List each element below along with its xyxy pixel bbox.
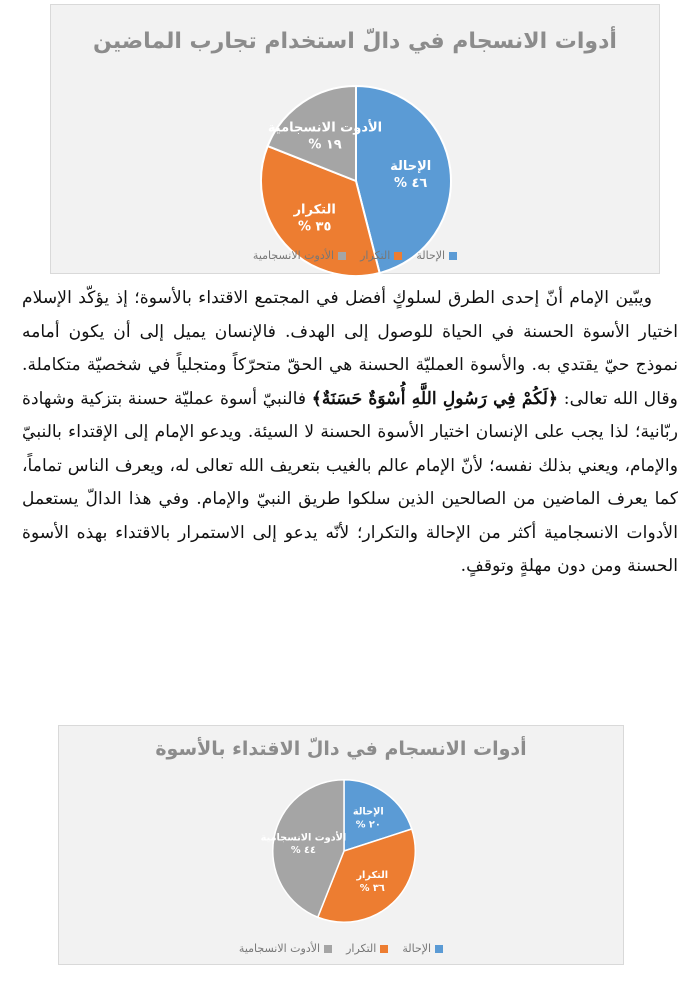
chart-title: أدوات الانسجام في دالّ استخدام تجارب الماضين: [93, 29, 617, 54]
chart-legend: [51, 249, 659, 262]
paragraph-part: فالنبيّ أسوة عمليّة حسنة بتزكية وشهادة ربّانية؛ لذا يجب على الإنسان اختيار الأسوة الحسنة لا السيئة. ويدعو الإمام إلى الإقتداء بالنبيّ والإمام، ويعني بذلك نفسه؛ لأنّ الإمام عالم بالغيب بتعريف الله تعالى له، ويعرف الناس تماماً، كما يعرف الماضين من الصالحين الذين سلكوا طريق النبيّ والإمام. وفي هذا الدالّ يستعمل الأدوات الانسجامية أكثر من الإحالة والتكرار؛ لأنّه يدعو إلى الاستمرار بالاقتداء بهذه الأسوة الحسنة ومن دون مهلةٍ وتوقفٍ.: [22, 388, 678, 576]
slice-value-label: ١٩ %: [308, 137, 342, 153]
legend-swatch-adawat: [338, 252, 346, 260]
legend-item-tikrar: [360, 249, 402, 262]
legend-swatch-tikrar: [380, 945, 388, 953]
pie-chart-past-experiences: [50, 4, 660, 274]
legend-label: الإحالة: [416, 249, 446, 262]
legend-label: الأدوت الانسجامية: [238, 942, 321, 955]
chart-legend: [59, 942, 623, 955]
legend-item-tikrar: [346, 942, 388, 955]
chart-title: أدوات الانسجام في دالّ الاقتداء بالأسوة: [155, 738, 527, 760]
legend-label: الإحالة: [402, 942, 432, 955]
legend-swatch-ihala: [449, 252, 457, 260]
slice-category-label: الإحالة: [352, 806, 384, 818]
slice-category-label: التكرار: [293, 202, 336, 218]
paragraph: [22, 282, 678, 584]
slice-category-label: الأدوت الانسجامية: [260, 832, 347, 844]
legend-item-adawat: [239, 942, 332, 955]
legend-label: التكرار: [346, 942, 377, 955]
slice-category-label: الإحالة: [390, 159, 432, 175]
legend-label: التكرار: [360, 249, 391, 262]
slice-value-label: ٤٦ %: [393, 176, 428, 192]
slice-value-label: ٣٥ %: [297, 219, 332, 235]
pie-chart-following-example: [58, 725, 624, 965]
slice-category-label: التكرار: [356, 870, 389, 882]
legend-item-ihala: [416, 249, 457, 262]
legend-item-adawat: [253, 249, 346, 262]
legend-swatch-tikrar: [394, 252, 402, 260]
legend-swatch-adawat: [324, 945, 332, 953]
slice-value-label: ٤٤ %: [290, 845, 316, 857]
legend-swatch-ihala: [435, 945, 443, 953]
legend-item-ihala: [402, 942, 443, 955]
slice-value-label: ٢٠ %: [355, 819, 381, 831]
pie-plot: [260, 776, 419, 926]
slice-value-label: ٣٦ %: [359, 882, 385, 894]
quran-verse: ﴿لَكُمْ فِي رَسُولِ اللَّهِ أُسْوَةٌ حَسَنَةٌ﴾: [311, 388, 559, 409]
slice-category-label: الأدوت الانسجامية: [267, 120, 383, 136]
body-text: [22, 282, 678, 584]
legend-label: الأدوت الانسجامية: [252, 249, 335, 262]
paragraph-part: ويبّين الإمام أنّ إحدى الطرق لسلوكٍ أفضل في المجتمع الاقتداء بالأسوة؛ إذ يؤكّد الإسلام اختيار الأسوة الحسنة في الحياة للوصول إلى الهدف. فالإنسان يميل إلى أن يكون أمامه نموذج حيّ يقتدي به. والأسوة العمليّة الحسنة هي الحقّ متحرّكاً ومتجلياً في شخصيّة متكاملة. وقال الله تعالى:: [22, 288, 678, 409]
